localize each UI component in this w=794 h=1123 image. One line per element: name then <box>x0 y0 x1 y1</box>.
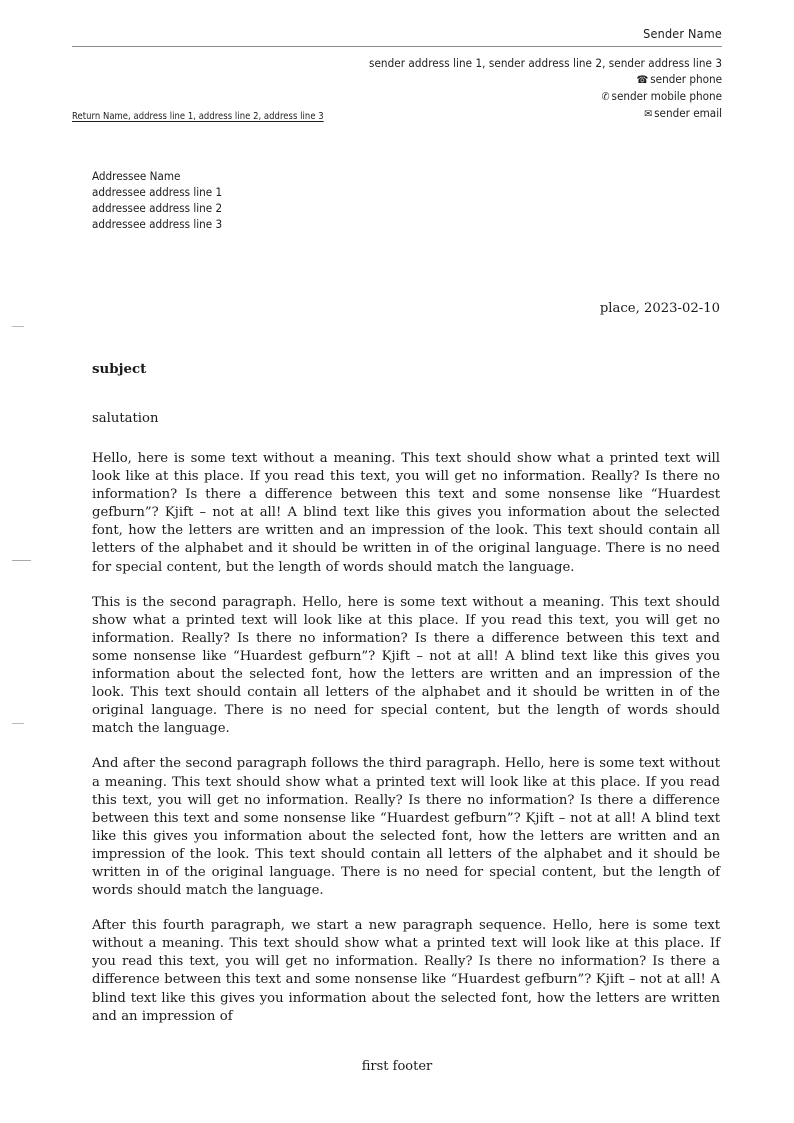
body-paragraph-1: Hello, here is some text without a meaning. This text should show what a printed text will look like at this place. If you read this text, you will get no information. Really? Is there no information? Is there a difference between this text and some nonsense like “Huardest gefburn”? Kjift – not at all! A blind text like this gives you information about the selected font, how the letters are written and an impression of the look. This text should contain all letters of the alphabet and it should be written in of the original language. There is no need for special content, but the length of words should match the language. <box>92 451 720 575</box>
body-paragraph-2: This is the second paragraph. Hello, here is some text without a meaning. This text should show what a printed text will look like at this place. If you read this text, you will get no information. Really? Is there no information? Is there a difference between this text and some nonsense like “Huardest gefburn”? Kjift – not at all! A blind text like this gives you information about the selected font, how the letters are written and an impression of the look. This text should contain all letters of the alphabet and it should be written in of the original language. There is no need for special content, but the length of words should match the language. <box>92 594 720 737</box>
subject-line: subject <box>92 361 147 377</box>
letter-body <box>92 300 720 1026</box>
telephone-icon: ☎ <box>636 73 649 86</box>
mobile-phone-icon: ✆ <box>601 90 610 103</box>
sender-phone-row <box>72 71 722 88</box>
body-paragraph-3: And after the second paragraph follows the third paragraph. Hello, here is some text without a meaning. This text should show what a printed text will look like at this place. If you read this text, you will get no information. Really? Is there no information? Is there a difference between this text and some nonsense like “Huardest gefburn”? Kjift – not at all! A blind text like this gives you information about the selected font, how the letters are written and an impression of the look. This text should contain all letters of the alphabet and it should be written in of the original language. There is no need for special content, but the length of words should match the language. <box>92 756 720 899</box>
fold-mark-upper <box>12 326 24 327</box>
sender-email-label: sender email <box>654 106 722 120</box>
letterhead-rule <box>72 46 722 47</box>
place-date: place, 2023-02-10 <box>599 301 720 316</box>
addressee-line-2: addressee address line 2 <box>92 201 223 215</box>
page-footer: first footer <box>361 1059 433 1074</box>
addressee-line-1: addressee address line 1 <box>92 185 223 199</box>
sender-phone-label: sender phone <box>650 72 722 86</box>
addressee-line-3: addressee address line 3 <box>92 217 223 231</box>
paragraph-list <box>92 428 720 1026</box>
return-address: Return Name, address line 1, address line 2, address line 3 <box>72 111 324 122</box>
email-icon: ✉ <box>644 107 653 120</box>
fold-mark-lower <box>12 723 24 724</box>
sender-mobile-label: sender mobile phone <box>611 89 722 103</box>
salutation: salutation <box>92 411 159 426</box>
sender-address-line: sender address line 1, sender address line 2, sender address line 3 <box>368 56 722 70</box>
body-paragraph-4: After this fourth paragraph, we start a new paragraph sequence. Hello, here is some text without a meaning. This text should show what a printed text will look like at this place. If you read this text, you will get no information. Really? Is there no information? Is there a difference between this text and some nonsense like “Huardest gefburn”? Kjift – not at all! A blind text like this gives you information about the selected font, how the letters are written and an impression of <box>92 918 720 1024</box>
letterhead <box>72 26 722 122</box>
addressee-name: Addressee Name <box>92 169 181 183</box>
addressee-block <box>92 168 222 232</box>
fold-mark-middle <box>12 560 31 561</box>
sender-name: Sender Name <box>643 26 722 41</box>
sender-mobile-row <box>72 88 722 105</box>
